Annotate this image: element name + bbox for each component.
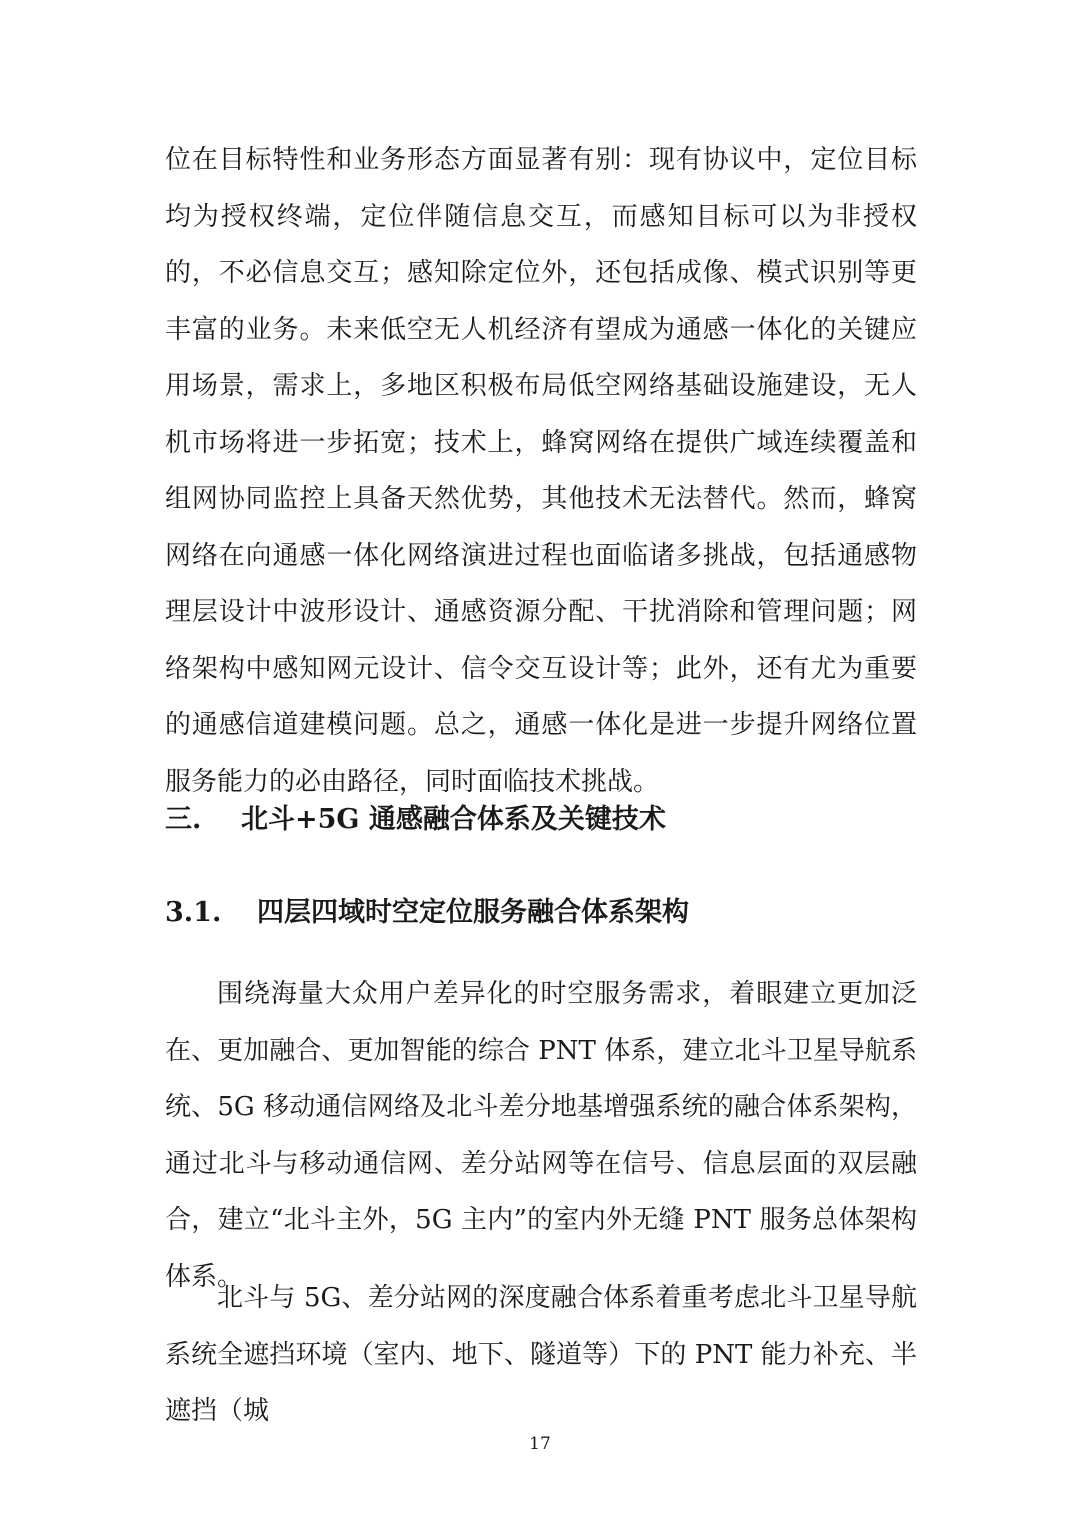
subsection-heading bbox=[165, 893, 689, 933]
paragraph-continuation: 位在目标特性和业务形态方面显著有别：现有协议中，定位目标均为授权终端，定位伴随信息交互，而感知目标可以为非授权的，不必信息交互；感知除定位外，还包括成像、模式识别等更丰富的业务。未来低空无人机经济有望成为通感一体化的关键应用场景，需求上，多地区积极布局低空网络基础设施建设，无人机市场将进一步拓宽；技术上，蜂窝网络在提供广域连续覆盖和组网协同监控上具备天然优势，其他技术无法替代。然而，蜂窝网络在向通感一体化网络演进过程也面临诸多挑战，包括通感物理层设计中波形设计、通感资源分配、干扰消除和管理问题；网络架构中感知网元设计、信令交互设计等；此外，还有尤为重要的通感信道建模问题。总之，通感一体化是进一步提升网络位置服务能力的必由路径，同时面临技术挑战。 bbox=[165, 145, 917, 797]
section-title: 北斗+5G 通感融合体系及关键技术 bbox=[241, 804, 666, 835]
subsection-number: 3.1. bbox=[165, 897, 222, 928]
subsection-title: 四层四域时空定位服务融合体系架构 bbox=[257, 897, 689, 928]
paragraph-architecture: 围绕海量大众用户差异化的时空服务需求，着眼建立更加泛在、更加融合、更加智能的综合 PNT 体系，建立北斗卫星导航系统、5G 移动通信网络及北斗差分地基增强系统的融合体系架构，通过北斗与移动通信网、差分站网等在信号、信息层面的双层融合，建立“北斗主外，5G 主内”的室内外无缝 PNT 服务总体架构体系。 bbox=[165, 979, 917, 1292]
section-heading bbox=[165, 800, 666, 840]
section-number: 三. bbox=[165, 804, 202, 835]
paragraph-fusion-system: 北斗与 5G、差分站网的深度融合体系着重考虑北斗卫星导航系统全遮挡环境（室内、地下、隧道等）下的 PNT 能力补充、半遮挡（城 bbox=[165, 1283, 917, 1426]
page-number: 17 bbox=[529, 1434, 551, 1454]
